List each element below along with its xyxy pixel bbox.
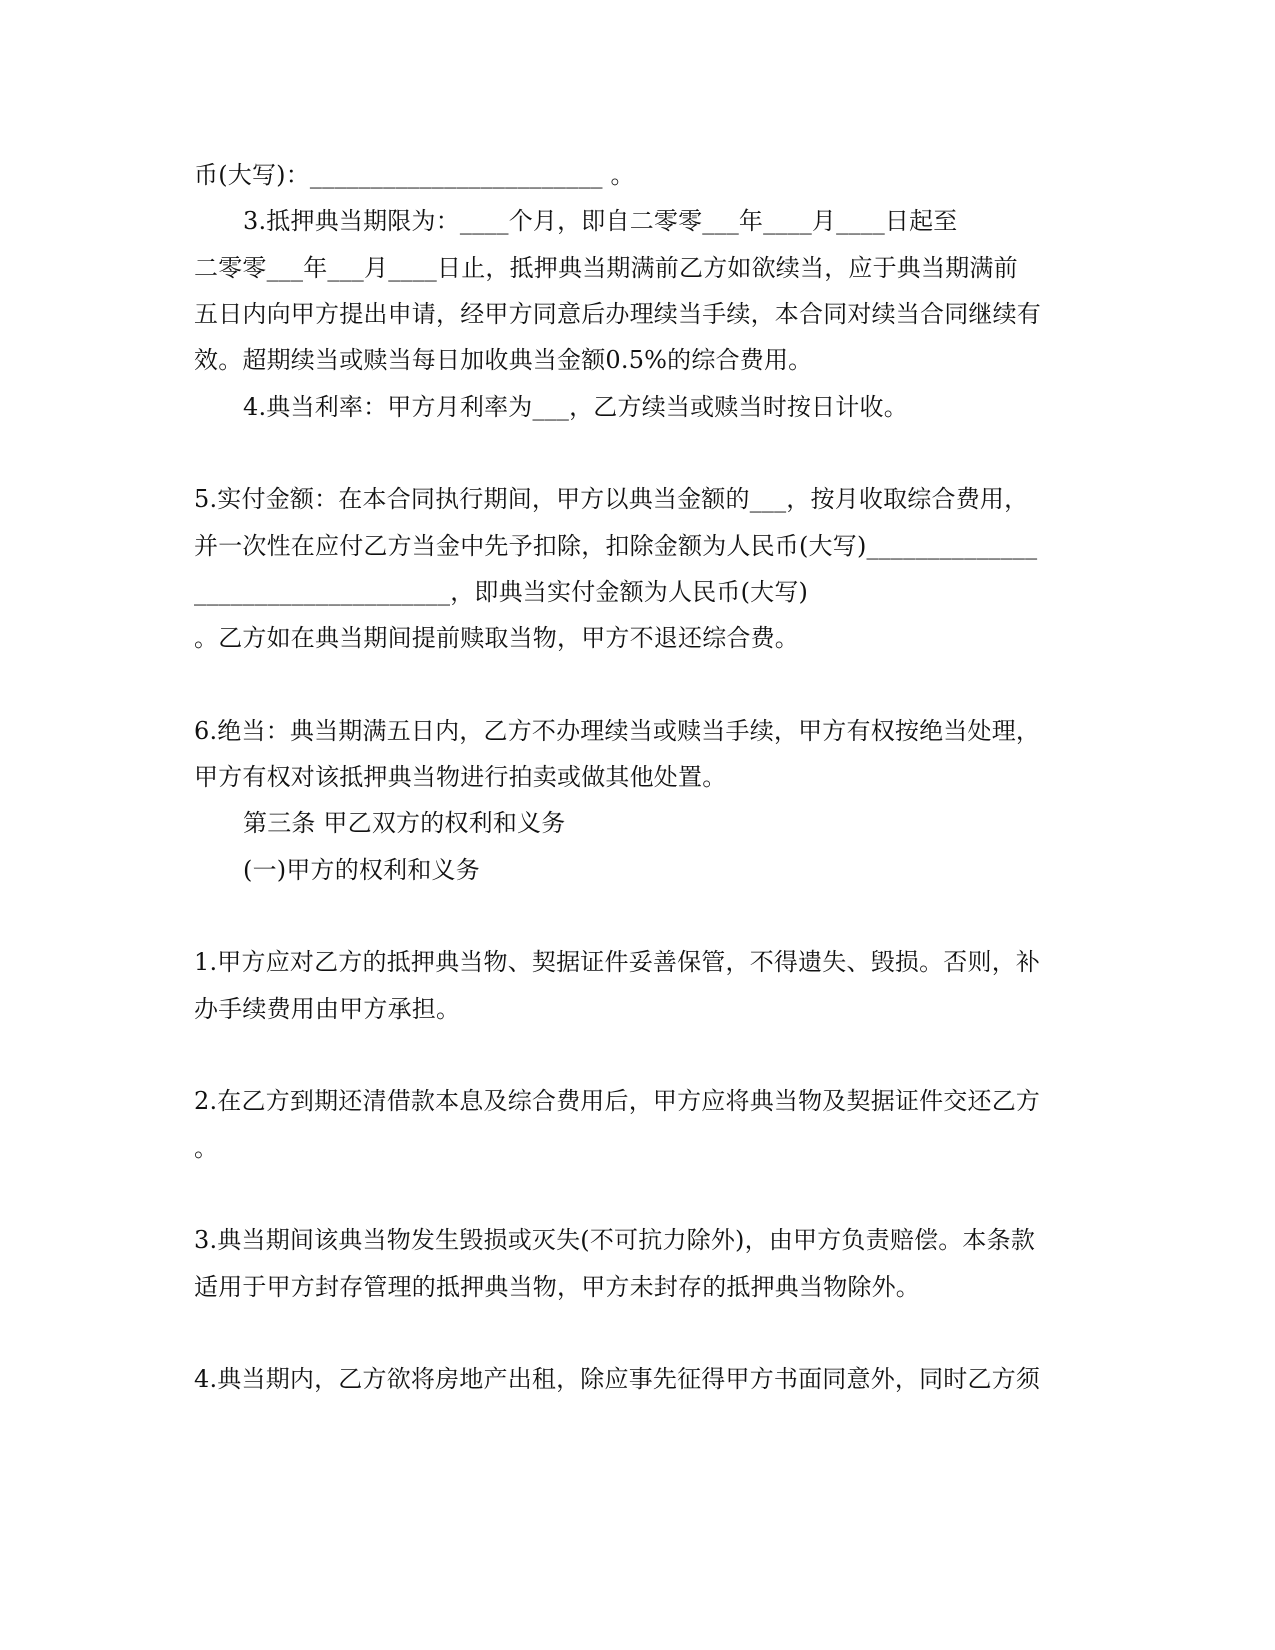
- text-line: 2.在乙方到期还清借款本息及综合费用后，甲方应将典当物及契据证件交还乙方: [194, 1087, 1041, 1115]
- text-line: 。乙方如在典当期间提前赎取当物，甲方不退还综合费。: [194, 624, 799, 652]
- text-line: 二零零___年___月____日止，抵押典当期满前乙方如欲续当，应于典当期满前: [194, 254, 1018, 282]
- text-line: _____________________，即典当实付金额为人民币(大写): [194, 578, 809, 606]
- text-line: 并一次性在应付乙方当金中先予扣除，扣除金额为人民币(大写)______________: [194, 532, 1038, 560]
- text-line: 办手续费用由甲方承担。: [194, 995, 461, 1023]
- text-line: 3.典当期间该典当物发生毁损或灭失(不可抗力除外)，由甲方负责赔偿。本条款: [194, 1226, 1036, 1254]
- text-line: 。: [194, 1134, 219, 1162]
- text-line: 4.典当利率：甲方月利率为___，乙方续当或赎当时按日计收。: [243, 393, 908, 421]
- text-line: 3.抵押典当期限为：____个月，即自二零零___年____月____日起至: [243, 207, 958, 235]
- text-line: 五日内向甲方提出申请，经甲方同意后办理续当手续，本合同对续当合同继续有: [194, 300, 1041, 328]
- section-heading: 第三条 甲乙双方的权利和义务: [243, 809, 566, 837]
- text-line: 1.甲方应对乙方的抵押典当物、契据证件妥善保管，不得遗失、毁损。否则，补: [194, 948, 1041, 976]
- subsection-heading: (一)甲方的权利和义务: [243, 856, 480, 884]
- text-line: 效。超期续当或赎当每日加收典当金额0.5%的综合费用。: [194, 346, 813, 374]
- text-line: 币(大写)：________________________ 。: [194, 161, 635, 189]
- text-line: 6.绝当：典当期满五日内，乙方不办理续当或赎当手续，甲方有权按绝当处理，: [194, 717, 1041, 745]
- text-line: 甲方有权对该抵押典当物进行拍卖或做其他处置。: [194, 763, 727, 791]
- text-line: 5.实付金额：在本合同执行期间，甲方以典当金额的___，按月收取综合费用，: [194, 485, 1029, 513]
- text-line: 4.典当期内，乙方欲将房地产出租，除应事先征得甲方书面同意外，同时乙方须: [194, 1365, 1041, 1393]
- text-line: 适用于甲方封存管理的抵押典当物，甲方未封存的抵押典当物除外。: [194, 1273, 920, 1301]
